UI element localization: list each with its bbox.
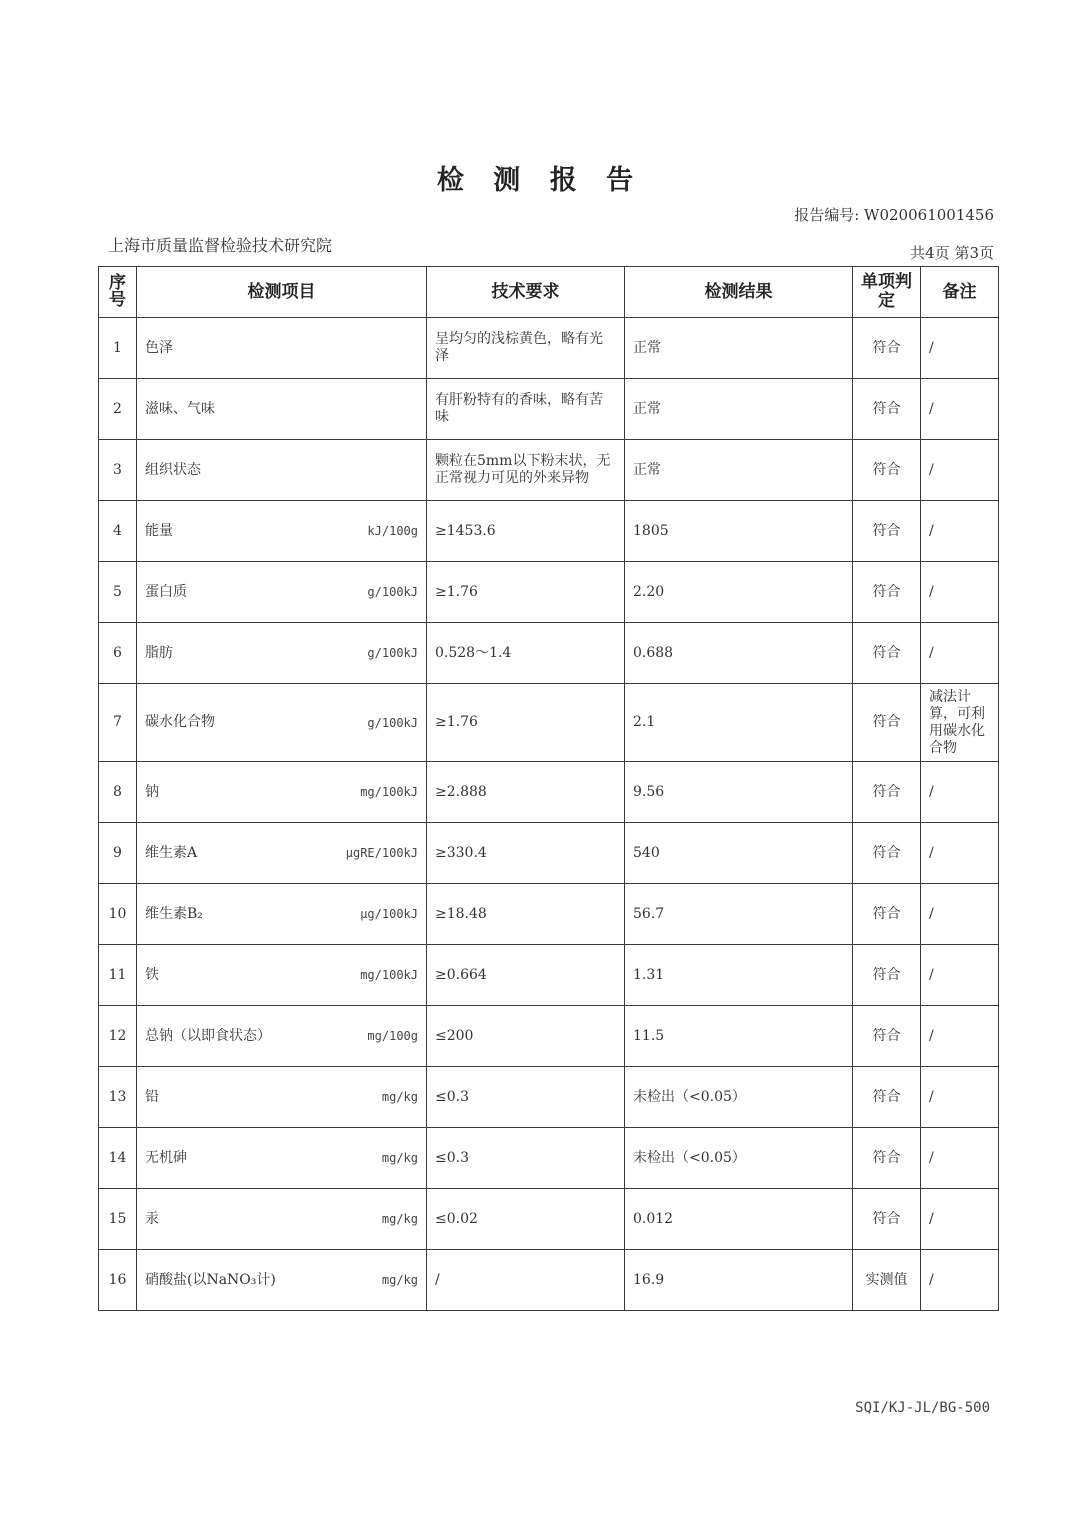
row-number: 10 [99, 884, 137, 945]
judgement-cell: 符合 [853, 1006, 921, 1067]
header-no: 序号 [99, 267, 137, 318]
requirement-cell: ≥2.888 [427, 762, 625, 823]
item-cell [137, 1067, 427, 1128]
judgement-cell: 符合 [853, 762, 921, 823]
note-cell: / [921, 945, 999, 1006]
item-cell [137, 1189, 427, 1250]
item-wrap [145, 1211, 418, 1228]
table-row [99, 762, 999, 823]
requirement-cell: ≥330.4 [427, 823, 625, 884]
result-cell: 正常 [625, 379, 853, 440]
item-cell [137, 945, 427, 1006]
item-cell [137, 318, 427, 379]
item-name: 汞 [145, 1210, 159, 1227]
item-unit: μg/100kJ [360, 907, 418, 921]
note-cell: / [921, 379, 999, 440]
item-cell [137, 684, 427, 762]
requirement-cell: ≤200 [427, 1006, 625, 1067]
table-row [99, 379, 999, 440]
table-row [99, 1250, 999, 1311]
result-cell: 16.9 [625, 1250, 853, 1311]
item-wrap [145, 967, 418, 984]
result-cell: 未检出（<0.05） [625, 1067, 853, 1128]
item-cell [137, 562, 427, 623]
judgement-cell: 符合 [853, 562, 921, 623]
item-cell [137, 884, 427, 945]
item-name: 无机砷 [145, 1149, 187, 1166]
item-cell [137, 1250, 427, 1311]
requirement-cell: / [427, 1250, 625, 1311]
row-number: 4 [99, 501, 137, 562]
note-cell: / [921, 1006, 999, 1067]
judgement-cell: 符合 [853, 823, 921, 884]
header-requirement: 技术要求 [427, 267, 625, 318]
judgement-cell: 符合 [853, 440, 921, 501]
item-unit: g/100kJ [367, 715, 418, 730]
test-results-table [98, 266, 999, 1311]
item-unit: mg/kg [381, 1212, 418, 1226]
requirement-cell: 有肝粉特有的香味，略有苦味 [427, 379, 625, 440]
item-cell [137, 623, 427, 684]
table-row [99, 684, 999, 762]
table-row [99, 1006, 999, 1067]
header-item: 检测项目 [137, 267, 427, 318]
judgement-cell: 符合 [853, 1128, 921, 1189]
item-wrap [145, 1150, 418, 1167]
note-cell: / [921, 318, 999, 379]
table-row [99, 1067, 999, 1128]
item-wrap [145, 1028, 418, 1045]
item-unit: mg/kg [381, 1151, 418, 1165]
row-number: 5 [99, 562, 137, 623]
item-unit: μgRE/100kJ [345, 846, 418, 860]
item-name: 钠 [145, 783, 159, 800]
note-cell: / [921, 440, 999, 501]
requirement-cell: ≥1.76 [427, 684, 625, 762]
item-cell [137, 823, 427, 884]
result-cell: 11.5 [625, 1006, 853, 1067]
judgement-cell: 符合 [853, 379, 921, 440]
result-cell: 1.31 [625, 945, 853, 1006]
requirement-cell: ≥0.664 [427, 945, 625, 1006]
item-wrap [145, 523, 418, 540]
table-row [99, 318, 999, 379]
row-number: 6 [99, 623, 137, 684]
item-name: 铁 [145, 966, 159, 983]
report-number: 报告编号: W020061001456 [794, 206, 994, 224]
header-note: 备注 [921, 267, 999, 318]
requirement-cell: 颗粒在5mm以下粉末状，无正常视力可见的外来异物 [427, 440, 625, 501]
item-cell [137, 501, 427, 562]
table-row [99, 501, 999, 562]
row-number: 3 [99, 440, 137, 501]
header-judgement: 单项判定 [853, 267, 921, 318]
page-counter: 共4页 第3页 [910, 244, 994, 262]
row-number: 12 [99, 1006, 137, 1067]
judgement-cell: 符合 [853, 884, 921, 945]
result-cell: 正常 [625, 440, 853, 501]
row-number: 13 [99, 1067, 137, 1128]
item-name: 能量 [145, 522, 173, 539]
item-unit: mg/100kJ [360, 785, 418, 799]
item-unit: mg/100kJ [360, 968, 418, 982]
note-cell: / [921, 823, 999, 884]
note-cell: / [921, 1250, 999, 1311]
result-cell: 正常 [625, 318, 853, 379]
judgement-cell: 符合 [853, 945, 921, 1006]
item-name: 总钠（以即食状态） [145, 1027, 271, 1044]
item-name: 组织状态 [145, 461, 201, 478]
result-cell: 0.012 [625, 1189, 853, 1250]
requirement-cell: ≤0.02 [427, 1189, 625, 1250]
item-name: 色泽 [145, 339, 173, 356]
item-name: 维生素B₂ [145, 905, 203, 922]
item-unit: kJ/100g [367, 524, 418, 538]
table-row [99, 945, 999, 1006]
result-cell: 540 [625, 823, 853, 884]
page-title: 检 测 报 告 [436, 165, 644, 196]
note-cell: / [921, 501, 999, 562]
requirement-cell: ≤0.3 [427, 1128, 625, 1189]
form-code: SQI/KJ-JL/BG-500 [855, 1400, 990, 1416]
item-unit: mg/100g [367, 1029, 418, 1043]
result-cell: 未检出（<0.05） [625, 1128, 853, 1189]
requirement-cell: ≤0.3 [427, 1067, 625, 1128]
table-row [99, 1189, 999, 1250]
judgement-cell: 实测值 [853, 1250, 921, 1311]
row-number: 11 [99, 945, 137, 1006]
table-row [99, 823, 999, 884]
item-unit: mg/kg [381, 1090, 418, 1104]
row-number: 8 [99, 762, 137, 823]
judgement-cell: 符合 [853, 1067, 921, 1128]
row-number: 2 [99, 379, 137, 440]
item-unit: g/100kJ [367, 585, 418, 599]
table-header-row [99, 267, 999, 318]
item-name: 维生素A [145, 844, 198, 861]
item-cell [137, 1006, 427, 1067]
item-wrap [145, 1089, 418, 1106]
table-row [99, 623, 999, 684]
item-wrap [145, 714, 418, 731]
item-wrap [145, 845, 418, 862]
note-cell: / [921, 1128, 999, 1189]
result-cell: 2.20 [625, 562, 853, 623]
item-wrap [145, 906, 418, 923]
item-name: 蛋白质 [145, 583, 187, 600]
note-cell: / [921, 884, 999, 945]
item-name: 滋味、气味 [145, 400, 215, 417]
header-result: 检测结果 [625, 267, 853, 318]
judgement-cell: 符合 [853, 623, 921, 684]
item-cell [137, 1128, 427, 1189]
item-wrap [145, 462, 418, 479]
table-row [99, 884, 999, 945]
requirement-cell: ≥1453.6 [427, 501, 625, 562]
requirement-cell: 呈均匀的浅棕黄色，略有光泽 [427, 318, 625, 379]
note-cell: / [921, 1189, 999, 1250]
item-wrap [145, 401, 418, 418]
institute-name: 上海市质量监督检验技术研究院 [108, 236, 333, 255]
item-cell [137, 379, 427, 440]
item-wrap [145, 784, 418, 801]
judgement-cell: 符合 [853, 684, 921, 762]
row-number: 9 [99, 823, 137, 884]
result-cell: 1805 [625, 501, 853, 562]
item-wrap [145, 340, 418, 357]
item-unit: mg/kg [381, 1273, 418, 1287]
note-cell: / [921, 762, 999, 823]
item-wrap [145, 584, 418, 601]
item-wrap [145, 1272, 418, 1289]
judgement-cell: 符合 [853, 501, 921, 562]
item-cell [137, 440, 427, 501]
table-body [99, 318, 999, 1311]
result-cell: 2.1 [625, 684, 853, 762]
table-row [99, 562, 999, 623]
result-cell: 9.56 [625, 762, 853, 823]
requirement-cell: 0.528～1.4 [427, 623, 625, 684]
row-number: 15 [99, 1189, 137, 1250]
result-cell: 56.7 [625, 884, 853, 945]
item-unit: g/100kJ [367, 646, 418, 660]
item-name: 碳水化合物 [145, 714, 215, 730]
requirement-cell: ≥1.76 [427, 562, 625, 623]
result-cell: 0.688 [625, 623, 853, 684]
row-number: 14 [99, 1128, 137, 1189]
row-number: 16 [99, 1250, 137, 1311]
note-cell: / [921, 562, 999, 623]
judgement-cell: 符合 [853, 1189, 921, 1250]
note-cell: 减法计算，可利用碳水化合物 [921, 684, 999, 762]
table-row [99, 440, 999, 501]
judgement-cell: 符合 [853, 318, 921, 379]
item-wrap [145, 645, 418, 662]
row-number: 7 [99, 684, 137, 762]
item-name: 铅 [145, 1088, 159, 1105]
note-cell: / [921, 1067, 999, 1128]
note-cell: / [921, 623, 999, 684]
item-name: 脂肪 [145, 644, 173, 661]
row-number: 1 [99, 318, 137, 379]
item-name: 硝酸盐(以NaNO₃计) [145, 1271, 276, 1288]
requirement-cell: ≥18.48 [427, 884, 625, 945]
table-row [99, 1128, 999, 1189]
item-cell [137, 762, 427, 823]
